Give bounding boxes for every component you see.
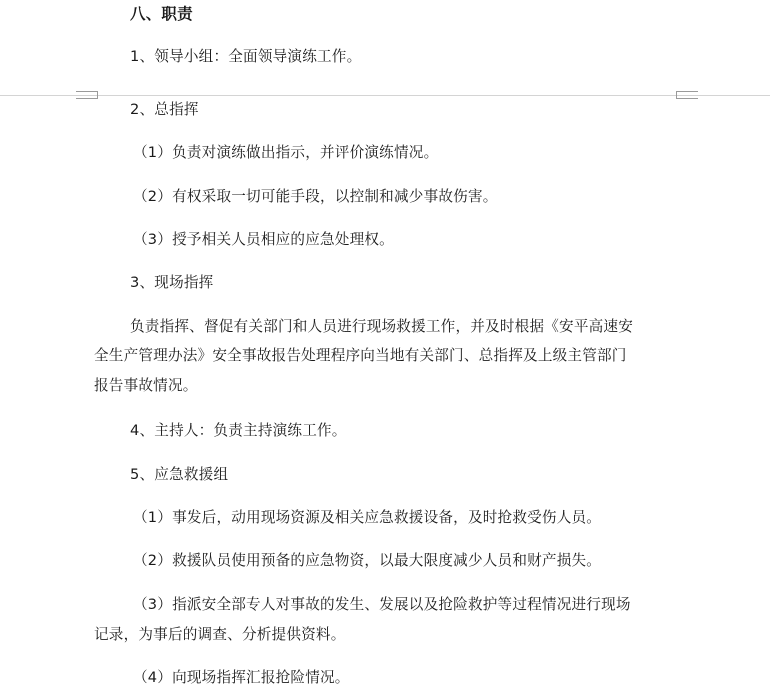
item-2-commander-in-chief: 2、总指挥 — [130, 101, 199, 118]
item-2-sub-1: （1）负责对演练做出指示，并评价演练情况。 — [133, 144, 439, 161]
margin-corner-mark-right — [676, 91, 698, 99]
item-2-sub-2: （2）有权采取一切可能手段，以控制和减少事故伤害。 — [133, 188, 498, 205]
item-3-paragraph-line-3: 报告事故情况。 — [94, 377, 198, 394]
item-5-sub-4: （4）向现场指挥汇报抢险情况。 — [133, 669, 350, 686]
item-4-host: 4、主持人：负责主持演练工作。 — [130, 422, 347, 439]
item-3-site-command: 3、现场指挥 — [130, 274, 214, 291]
item-5-emergency-rescue-group: 5、应急救援组 — [130, 466, 229, 483]
item-2-sub-3: （3）授予相关人员相应的应急处理权。 — [133, 231, 394, 248]
item-3-paragraph-line-2: 全生产管理办法》安全事故报告处理程序向当地有关部门、总指挥及上级主管部门 — [94, 347, 627, 364]
item-1-leadership-group: 1、领导小组：全面领导演练工作。 — [130, 48, 362, 65]
section-title: 八、职责 — [130, 5, 193, 23]
page-break-divider — [0, 95, 770, 96]
margin-corner-mark-left — [76, 91, 98, 99]
item-3-paragraph-line-1: 负责指挥、督促有关部门和人员进行现场救援工作，并及时根据《安平高速安 — [130, 318, 633, 335]
item-5-sub-2: （2）救援队员使用预备的应急物资，以最大限度减少人员和财产损失。 — [133, 552, 602, 569]
item-5-sub-3-line-1: （3）指派安全部专人对事故的发生、发展以及抢险救护等过程情况进行现场 — [133, 596, 631, 613]
item-5-sub-3-line-2: 记录，为事后的调查、分析提供资料。 — [94, 626, 346, 643]
item-5-sub-1: （1）事发后，动用现场资源及相关应急救援设备，及时抢救受伤人员。 — [133, 509, 602, 526]
